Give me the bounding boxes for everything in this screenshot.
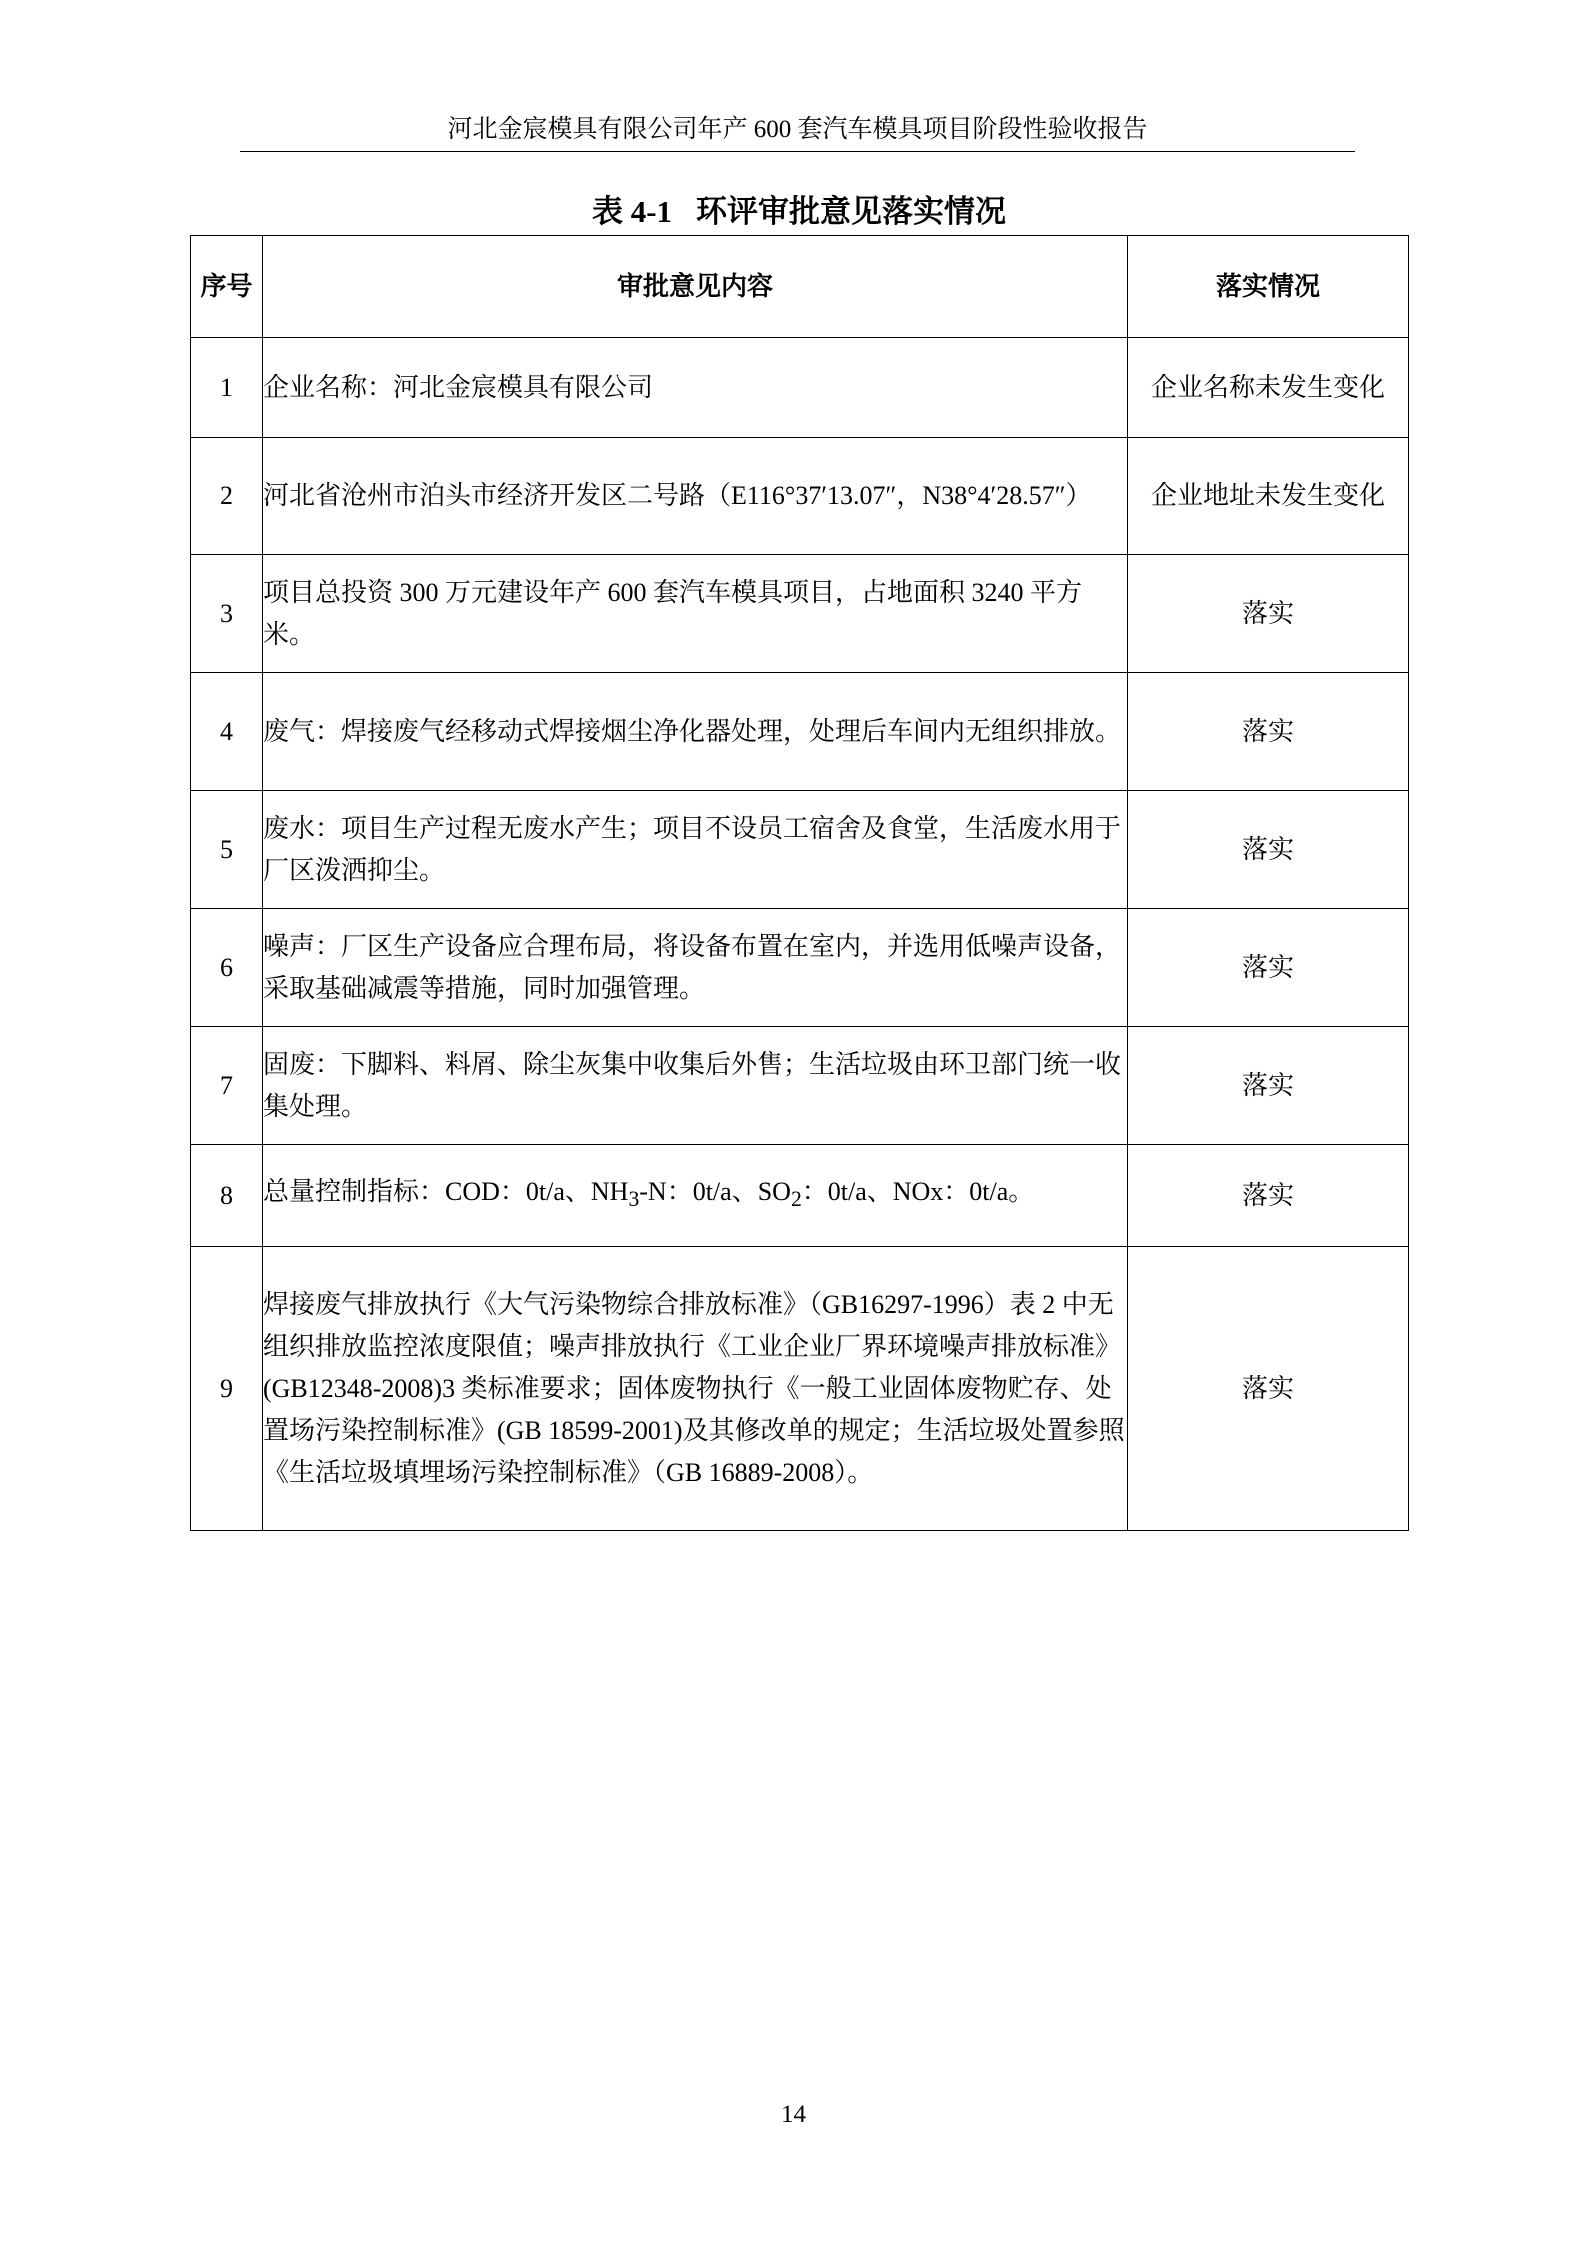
table-title-label: 表 4-1 — [591, 194, 673, 229]
column-header-content: 审批意见内容 — [263, 236, 1128, 338]
row-content: 焊接废气排放执行《大气污染物综合排放标准》（GB16297-1996）表 2 中无组织排放监控浓度限值；噪声排放执行《工业企业厂界环境噪声排放标准》(GB12348-2008)3 类标准要求；固体废物执行《一般工业固体废物贮存、处置场污染控制标准》(GB 18599-2001)及其修改单的规定；生活垃圾处置参照《生活垃圾填埋场污染控制标准》（GB 16889-2008）。 — [263, 1247, 1128, 1531]
row-number: 5 — [191, 791, 263, 909]
row-status: 落实 — [1128, 1247, 1409, 1531]
row-status: 落实 — [1128, 791, 1409, 909]
row-number: 6 — [191, 909, 263, 1027]
subscript: 3 — [628, 1187, 640, 1212]
page-number: 14 — [781, 2101, 806, 2128]
row-number: 9 — [191, 1247, 263, 1531]
row-content: 项目总投资 300 万元建设年产 600 套汽车模具项目，占地面积 3240 平方米。 — [263, 555, 1128, 673]
content-text: 总量控制指标：COD：0t/a、NH — [263, 1176, 629, 1206]
page-header: 河北金宸模具有限公司年产 600 套汽车模具项目阶段性验收报告 — [447, 116, 1148, 143]
content-text: -N：0t/a、SO — [639, 1176, 791, 1206]
table-row — [191, 791, 1409, 909]
row-number: 7 — [191, 1027, 263, 1145]
content-text: ：0t/a、NOx：0t/a。 — [801, 1176, 1035, 1206]
table-header-row — [191, 236, 1409, 338]
row-number: 4 — [191, 673, 263, 791]
table-row — [191, 438, 1409, 555]
table-row — [191, 555, 1409, 673]
row-number: 2 — [191, 438, 263, 555]
row-number: 1 — [191, 338, 263, 438]
row-status: 落实 — [1128, 673, 1409, 791]
table-title-text: 环评审批意见落实情况 — [696, 194, 1007, 229]
row-content: 废气：焊接废气经移动式焊接烟尘净化器处理，处理后车间内无组织排放。 — [263, 673, 1128, 791]
row-number: 8 — [191, 1145, 263, 1247]
row-status: 企业名称未发生变化 — [1128, 338, 1409, 438]
row-content: 企业名称：河北金宸模具有限公司 — [263, 338, 1128, 438]
row-content: 噪声：厂区生产设备应合理布局，将设备布置在室内，并选用低噪声设备，采取基础减震等措施，同时加强管理。 — [263, 909, 1128, 1027]
row-number: 3 — [191, 555, 263, 673]
table-row — [191, 909, 1409, 1027]
row-status: 落实 — [1128, 555, 1409, 673]
row-status: 企业地址未发生变化 — [1128, 438, 1409, 555]
table-row — [191, 673, 1409, 791]
table-row — [191, 338, 1409, 438]
row-status: 落实 — [1128, 1027, 1409, 1145]
subscript: 2 — [790, 1187, 802, 1212]
column-header-number: 序号 — [191, 236, 263, 338]
row-content: 废水：项目生产过程无废水产生；项目不设员工宿舍及食堂，生活废水用于厂区泼洒抑尘。 — [263, 791, 1128, 909]
row-status: 落实 — [1128, 1145, 1409, 1247]
row-content — [263, 1145, 1128, 1247]
table-row — [191, 1027, 1409, 1145]
table-title — [190, 190, 1408, 234]
approval-opinions-table — [190, 235, 1409, 1531]
header-divider — [240, 151, 1355, 152]
row-status: 落实 — [1128, 909, 1409, 1027]
row-content: 河北省沧州市泊头市经济开发区二号路（E116°37′13.07″，N38°4′28.57″） — [263, 438, 1128, 555]
table-row — [191, 1145, 1409, 1247]
column-header-status: 落实情况 — [1128, 236, 1409, 338]
row-content: 固废：下脚料、料屑、除尘灰集中收集后外售；生活垃圾由环卫部门统一收集处理。 — [263, 1027, 1128, 1145]
table-row — [191, 1247, 1409, 1531]
